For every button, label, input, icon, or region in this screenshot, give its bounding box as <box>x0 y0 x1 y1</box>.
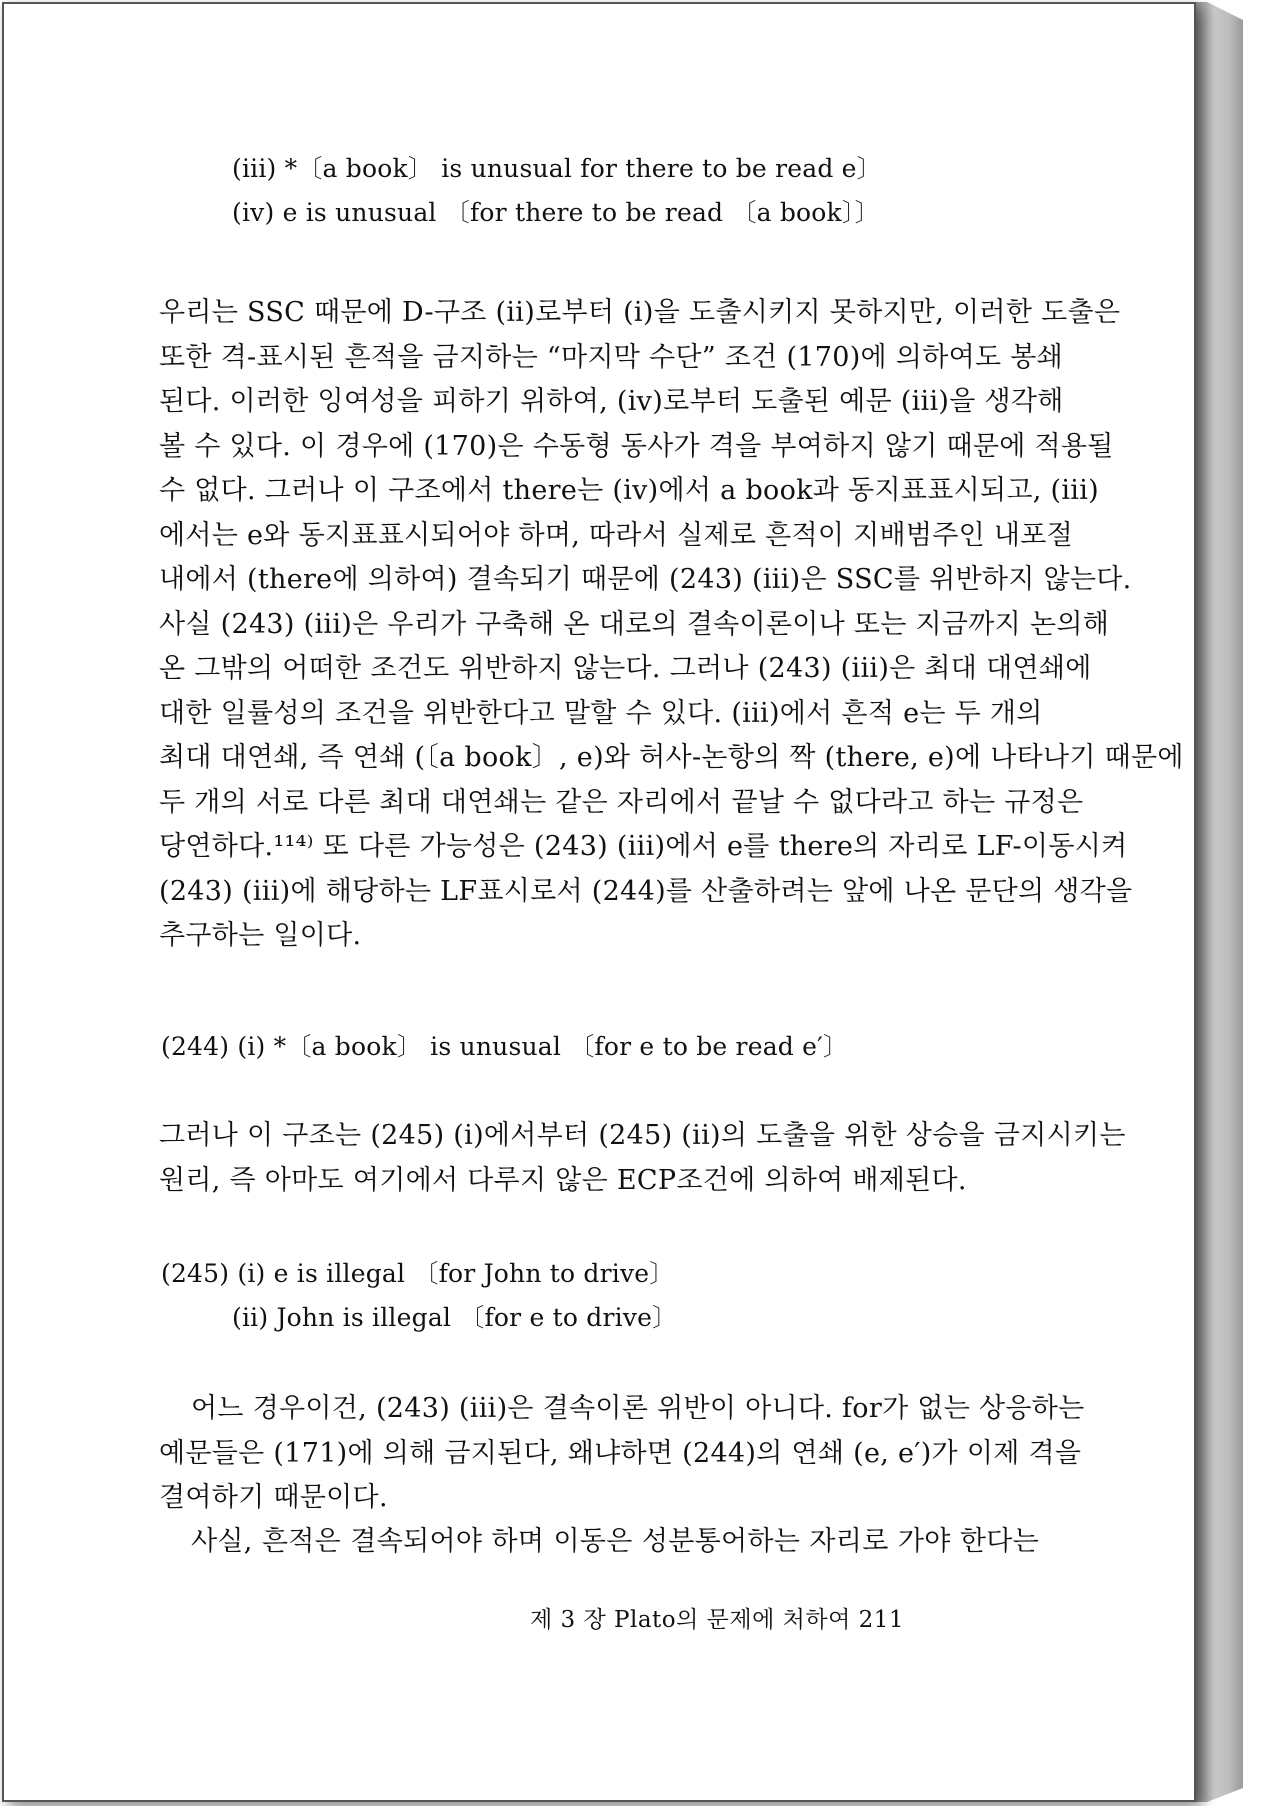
paragraph-line: 사실 (243) (iii)은 우리가 구축해 온 대로의 결속이론이나 또는 지금까지 논의해 <box>159 608 1110 640</box>
paragraph-line: 된다. 이러한 잉여성을 피하기 위하여, (iv)로부터 도출된 예문 (iii)을 생각해 <box>159 386 1064 417</box>
paragraph-line: (243) (iii)에 해당하는 LF표시로서 (244)를 산출하려는 앞에 나온 문단의 생각을 <box>159 875 1133 907</box>
paragraph-line: 또한 격-표시된 흔적을 금지하는 “마지막 수단” 조건 (170)에 의하여도 봉쇄 <box>159 341 1063 373</box>
page-footer: 제 3 장 Plato의 문제에 처하여 211 <box>530 1607 904 1633</box>
paragraph-line: 어느 경우이건, (243) (iii)은 결속이론 위반이 아니다. for가 없는 상응하는 <box>191 1393 1085 1424</box>
paragraph-line: 우리는 SSC 때문에 D-구조 (ii)로부터 (i)을 도출시키지 못하지만, 이러한 도출은 <box>159 297 1121 328</box>
paragraph-line: 당연하다.¹¹⁴⁾ 또 다른 가능성은 (243) (iii)에서 e를 there의 자리로 LF-이동시켜 <box>159 831 1128 862</box>
paragraph-line: 예문들은 (171)에 의해 금지된다, 왜냐하면 (244)의 연쇄 (e, e′)가 이제 격을 <box>159 1437 1082 1469</box>
paragraph-1 <box>159 291 1184 959</box>
page <box>2 2 1196 1802</box>
paragraph-line: 볼 수 있다. 이 경우에 (170)은 수동형 동사가 격을 부여하지 않기 때문에 적용될 <box>159 430 1114 462</box>
paragraph-line: 원리, 즉 아마도 여기에서 다루지 않은 ECP조건에 의하여 배제된다. <box>159 1164 967 1196</box>
paragraph-line: 온 그밖의 어떠한 조건도 위반하지 않는다. 그러나 (243) (iii)은 최대 대연쇄에 <box>159 653 1092 684</box>
example-243-iv: (iv) e is unusual 〔for there to be read 〔a book〕〕 <box>232 198 880 227</box>
paragraph-2 <box>159 1114 1126 1203</box>
example-245-i: (245) (i) e is illegal 〔for John to drive〕 <box>161 1259 675 1288</box>
paragraph-line: 내에서 (there에 의하여) 결속되기 때문에 (243) (iii)은 SSC를 위반하지 않는다. <box>159 564 1132 595</box>
paragraph-line: 대한 일률성의 조건을 위반한다고 말할 수 있다. (iii)에서 흔적 e는 두 개의 <box>159 697 1043 729</box>
paragraph-line: 최대 대연쇄, 즉 연쇄 (〔a book〕, e)와 허사-논항의 짝 (there, e)에 나타나기 때문에 <box>159 742 1184 773</box>
paragraph-4 <box>159 1520 1039 1565</box>
example-243-iii: (iii) *〔a book〕 is unusual for there to be read e〕 <box>232 154 882 183</box>
page-edge <box>1195 2 1243 1802</box>
paragraph-line: 그러나 이 구조는 (245) (i)에서부터 (245) (ii)의 도출을 위한 상승을 금지시키는 <box>159 1120 1126 1151</box>
paragraph-line: 에서는 e와 동지표표시되어야 하며, 따라서 실제로 흔적이 지배범주인 내포절 <box>159 519 1074 551</box>
paragraph-line: 추구하는 일이다. <box>159 920 362 951</box>
example-245-ii: (ii) John is illegal 〔for e to drive〕 <box>232 1303 678 1332</box>
paragraph-line: 결여하기 때문이다. <box>159 1482 388 1513</box>
paragraph-3 <box>159 1387 1085 1521</box>
paragraph-line: 사실, 흔적은 결속되어야 하며 이동은 성분통어하는 자리로 가야 한다는 <box>191 1526 1039 1557</box>
example-244: (244) (i) *〔a book〕 is unusual 〔for e to be read e′〕 <box>161 1032 849 1061</box>
paragraph-line: 수 없다. 그러나 이 구조에서 there는 (iv)에서 a book과 동지표표시되고, (iii) <box>159 475 1099 506</box>
paragraph-line: 두 개의 서로 다른 최대 대연쇄는 같은 자리에서 끝날 수 없다라고 하는 규정은 <box>159 786 1084 818</box>
